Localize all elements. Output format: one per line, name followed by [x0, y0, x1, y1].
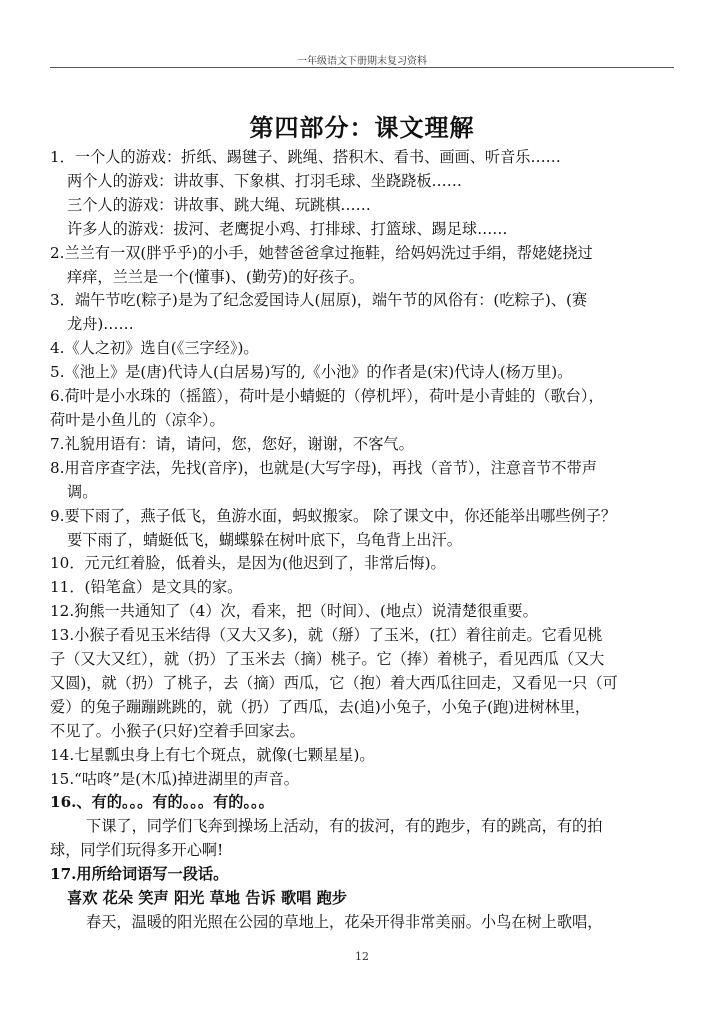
- header-rule: [50, 67, 674, 68]
- text-line: 三个人的游戏：讲故事、跳大绳、玩跳棋……: [67, 195, 371, 214]
- page-number: 12: [355, 950, 369, 963]
- text-line: 17.用所给词语写一段话。: [50, 865, 229, 884]
- text-line: 5.《池上》是(唐)代诗人(白居易)写的,《小池》的作者是(宋)代诗人(杨万里)。: [50, 363, 573, 382]
- text-line: 4.《人之初》选自(《三字经》)。: [50, 339, 259, 358]
- text-line: 下课了，同学们飞奔到操场上活动，有的拔河，有的跑步，有的跳高，有的拍: [86, 817, 603, 836]
- text-line: 3．端午节吃(粽子)是为了纪念爱国诗人(屈原)，端午节的风俗有：(吃粽子)、(赛: [50, 291, 588, 310]
- text-line: 10．元元红着脸，低着头，是因为(他迟到了，非常后悔)。: [50, 554, 446, 573]
- text-line: 2.兰兰有一双(胖乎乎)的小手，她替爸爸拿过拖鞋，给妈妈洗过手绢，帮姥姥挠过: [50, 243, 593, 262]
- text-line: 两个人的游戏：讲故事、下象棋、打羽毛球、坐跷跷板……: [67, 171, 462, 190]
- text-line: 13.小猴子看见玉米结得（又大又多)，就（掰）了玉米，(扛）着往前走。它看见桃: [50, 626, 603, 645]
- section-title: 第四部分：课文理解: [249, 113, 475, 142]
- text-line: 11．(铅笔盒）是文具的家。: [50, 578, 243, 597]
- text-line: 15.“咕咚”是(木瓜)掉进湖里的声音。: [50, 769, 299, 788]
- text-line: 爱）的兔子蹦蹦跳跳的，就（扔）了西瓜，去(追)小兔子，小兔子(跑)进树林里，: [50, 697, 591, 716]
- text-line: 7.礼貌用语有：请，请问，您，您好，谢谢，不客气。: [50, 434, 414, 453]
- text-line: 许多人的游戏：拔河、老鹰捉小鸡、打排球、打篮球、踢足球……: [67, 219, 508, 238]
- text-line: 6.荷叶是小水珠的（摇篮），荷叶是小蜻蜓的（停机坪），荷叶是小青蛙的（歌台），: [50, 387, 604, 406]
- document-body: [50, 146, 676, 935]
- text-line: 9.要下雨了，燕子低飞，鱼游水面，蚂蚁搬家。 除了课文中，你还能举出哪些例子？: [50, 506, 617, 525]
- text-line: 喜欢 花朵 笑声 阳光 草地 告诉 歌唱 跑步: [67, 889, 348, 908]
- text-line: 12.狗熊一共通知了（4）次，看来，把（时间）、(地点）说清楚很重要。: [50, 602, 538, 621]
- text-line: 1．一个人的游戏：折纸、踢毽子、跳绳、搭积木、看书、画画、听音乐……: [50, 148, 561, 166]
- text-line: 荷叶是小鱼儿的（凉伞）。: [50, 410, 225, 429]
- text-line: 调。: [67, 482, 98, 501]
- text-line: 痒痒，兰兰是一个(懂事)、(勤劳)的好孩子。: [67, 267, 365, 286]
- text-line: 子（又大又红），就（扔）了玉米去（摘）桃子。它（捧）着桃子，看见西瓜（又大: [50, 650, 605, 669]
- text-line: 龙舟)……: [67, 315, 134, 334]
- text-line: 又圆)，就（扔）了桃子，去（摘）西瓜，它（抱）着大西瓜往回走，又看见一只（可: [50, 673, 618, 692]
- text-line: 不见了。小猴子(只好)空着手回家去。: [50, 721, 305, 740]
- text-line: 球，同学们玩得多开心啊!: [50, 841, 224, 860]
- running-header: 一年级语文下册期末复习资料: [297, 56, 427, 67]
- text-line: 8.用音序查字法，先找(音序)，也就是(大写字母)，再找（音节），注意音节不带声: [50, 458, 597, 477]
- text-line: 春天，温暖的阳光照在公园的草地上，花朵开得非常美丽。小鸟在树上歌唱，: [86, 913, 603, 931]
- text-line: 16.、有的。。。有的。。。有的。。。: [50, 793, 274, 812]
- text-line: 要下雨了，蜻蜓低飞，蝴蝶躲在树叶底下，乌龟背上出汗。: [67, 530, 462, 549]
- text-line: 14.七星瓢虫身上有七个斑点，就像(七颗星星)。: [50, 745, 375, 764]
